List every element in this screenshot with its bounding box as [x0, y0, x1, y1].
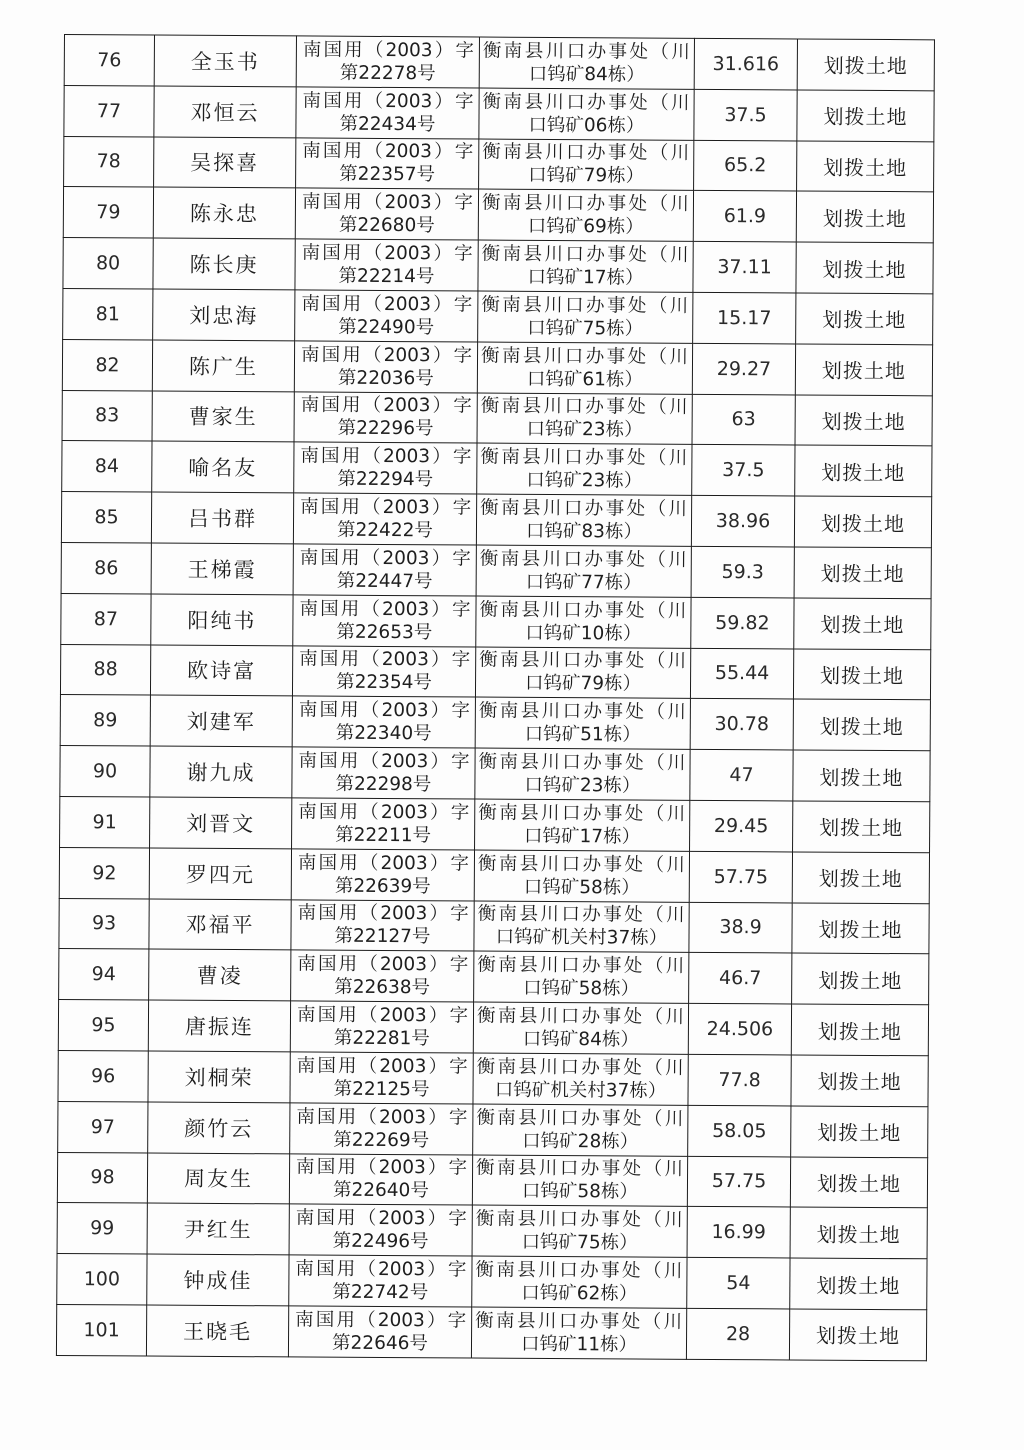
row-number: 100 [57, 1254, 147, 1305]
address-cell [478, 291, 693, 343]
address-line2: 口钨矿06栋） [528, 114, 645, 137]
certificate-number-cell [295, 188, 478, 240]
certificate-number-line1: 南国用（2003）字 [300, 394, 472, 417]
address-line1: 衡南县川口办事处（川 [478, 802, 686, 825]
land-area: 57.75 [687, 1156, 790, 1207]
table-body [56, 35, 934, 1361]
land-area: 46.7 [689, 953, 792, 1004]
certificate-number-line2: 第22281号 [333, 1027, 430, 1050]
land-area: 59.3 [691, 546, 794, 597]
certificate-number-line2: 第22340号 [335, 722, 432, 745]
owner-name: 周友生 [147, 1153, 289, 1205]
land-area: 16.99 [687, 1207, 790, 1258]
land-area: 77.8 [688, 1054, 791, 1105]
row-number: 76 [64, 35, 154, 86]
certificate-number-cell [295, 290, 478, 342]
address-cell [479, 37, 694, 89]
address-line2: 口钨矿58栋） [523, 978, 640, 1000]
row-number: 82 [62, 339, 152, 390]
land-registry-table [56, 34, 935, 1361]
certificate-number-line2: 第22211号 [335, 824, 432, 847]
owner-name: 邓福平 [149, 899, 291, 951]
address-cell [476, 596, 691, 648]
address-cell [479, 88, 694, 140]
row-number: 89 [60, 695, 150, 746]
certificate-number-line2: 第22422号 [336, 519, 433, 542]
row-number: 101 [56, 1304, 146, 1355]
table-row [60, 796, 930, 852]
land-use-type: 划拨土地 [790, 1156, 927, 1208]
certificate-number-line2: 第22294号 [337, 468, 434, 491]
address-line2: 口钨矿17栋） [524, 825, 641, 848]
certificate-number-cell [293, 493, 476, 545]
table-row [63, 288, 933, 344]
row-number: 84 [62, 441, 152, 492]
certificate-number-line2: 第22214号 [338, 265, 435, 288]
address-line1: 衡南县川口办事处（川 [476, 1056, 684, 1079]
address-line2: 口钨矿75栋） [527, 317, 644, 340]
owner-name: 唐振连 [148, 1000, 290, 1052]
address-line1: 衡南县川口办事处（川 [482, 142, 690, 165]
certificate-number-line2: 第22357号 [339, 164, 436, 186]
land-use-type: 划拨土地 [797, 90, 934, 142]
address-cell [478, 189, 693, 241]
address-line2: 口钨矿23栋） [526, 419, 643, 442]
certificate-number-cell [295, 239, 478, 291]
certificate-number-line1: 南国用（2003）字 [296, 1156, 468, 1179]
address-cell [474, 901, 689, 953]
certificate-number-cell [289, 1255, 472, 1307]
row-number: 90 [60, 746, 150, 797]
land-use-type: 划拨土地 [796, 293, 933, 345]
certificate-number-cell [294, 391, 477, 443]
row-number: 81 [63, 288, 153, 339]
owner-name: 全玉书 [154, 35, 296, 87]
land-use-type: 划拨土地 [791, 1106, 928, 1158]
address-cell [472, 1205, 687, 1257]
address-line2: 口钨矿58栋） [521, 1181, 639, 1203]
land-area: 59.82 [691, 597, 794, 648]
address-line2: 口钨矿28栋） [522, 1130, 639, 1153]
land-area: 24.506 [688, 1003, 791, 1054]
table-row [63, 238, 933, 294]
land-use-type: 划拨土地 [790, 1258, 927, 1310]
table-row [64, 85, 934, 141]
address-cell [476, 545, 691, 597]
address-line1: 衡南县川口办事处（川 [481, 294, 689, 317]
table-row [59, 949, 929, 1005]
land-use-type: 划拨土地 [794, 547, 931, 599]
certificate-number-cell [296, 87, 479, 139]
owner-name: 尹红生 [147, 1203, 289, 1255]
address-cell [479, 139, 694, 191]
address-cell [475, 799, 690, 851]
owner-name: 喻名友 [152, 441, 294, 493]
address-cell [473, 1104, 688, 1156]
address-line1: 衡南县川口办事处（川 [479, 599, 687, 622]
land-use-type: 划拨土地 [789, 1309, 926, 1361]
certificate-number-cell [292, 645, 475, 697]
land-area: 61.9 [693, 191, 796, 242]
certificate-number-line2: 第22269号 [333, 1129, 430, 1151]
owner-name: 刘忠海 [153, 289, 295, 341]
certificate-number-cell [293, 595, 476, 647]
row-number: 92 [59, 847, 149, 898]
land-area: 63 [692, 394, 795, 445]
owner-name: 陈长庚 [153, 238, 295, 290]
row-number: 87 [61, 593, 151, 644]
certificate-number-line1: 南国用（2003）字 [296, 1106, 468, 1129]
land-area: 37.5 [694, 89, 797, 140]
land-use-type: 划拨土地 [793, 750, 930, 802]
land-use-type: 划拨土地 [795, 344, 932, 396]
owner-name: 陈永忠 [153, 187, 295, 239]
certificate-number-cell [296, 138, 479, 190]
row-number: 94 [59, 949, 149, 1000]
address-line2: 口钨矿69栋） [527, 216, 644, 238]
land-area: 37.11 [693, 242, 796, 293]
address-line2: 口钨矿17栋） [527, 266, 644, 289]
certificate-number-line1: 南国用（2003）字 [300, 445, 472, 468]
row-number: 99 [57, 1203, 147, 1254]
row-number: 98 [57, 1152, 147, 1203]
address-line1: 衡南县川口办事处（川 [480, 446, 688, 470]
land-area: 38.96 [691, 496, 794, 547]
owner-name: 刘晋文 [150, 797, 292, 849]
certificate-number-line1: 南国用（2003）字 [301, 293, 473, 316]
address-line2: 口钨矿77栋） [525, 571, 642, 594]
owner-name: 陈广生 [152, 340, 294, 392]
certificate-number-line2: 第22646号 [332, 1332, 428, 1355]
certificate-number-cell [291, 899, 474, 951]
certificate-number-line2: 第22653号 [336, 621, 433, 643]
certificate-number-cell [289, 1153, 472, 1205]
table-row [59, 898, 929, 954]
land-use-type: 划拨土地 [796, 191, 933, 243]
certificate-number-line1: 南国用（2003）字 [297, 902, 469, 925]
land-area: 37.5 [692, 445, 795, 496]
land-use-type: 划拨土地 [793, 649, 930, 701]
owner-name: 曹家生 [152, 391, 294, 443]
certificate-number-cell [289, 1204, 472, 1256]
land-use-type: 划拨土地 [794, 598, 931, 650]
certificate-number-line1: 南国用（2003）字 [299, 598, 471, 621]
table-row [59, 847, 929, 903]
land-use-type: 划拨土地 [791, 1004, 928, 1056]
certificate-number-line2: 第22298号 [335, 773, 432, 796]
owner-name: 邓恒云 [154, 86, 296, 138]
table-row [64, 35, 934, 91]
land-use-type: 划拨土地 [792, 953, 929, 1005]
certificate-number-line2: 第22278号 [339, 62, 436, 85]
address-cell [477, 342, 692, 394]
address-cell [475, 748, 690, 800]
row-number: 79 [63, 187, 153, 238]
address-line1: 衡南县川口办事处（川 [476, 1107, 684, 1130]
address-line2: 口钨矿机关村37栋） [495, 927, 668, 950]
certificate-number-cell [288, 1306, 471, 1358]
address-line1: 衡南县川口办事处（川 [481, 243, 689, 266]
table-row [62, 339, 932, 395]
address-line2: 口钨矿84栋） [522, 1028, 639, 1051]
address-line2: 口钨矿79栋） [524, 673, 642, 695]
certificate-number-line1: 南国用（2003）字 [299, 547, 471, 570]
table-row [62, 390, 932, 446]
table-row [56, 1304, 926, 1360]
owner-name: 王晓毛 [146, 1305, 288, 1357]
owner-name: 刘建军 [150, 695, 292, 747]
land-use-type: 划拨土地 [791, 1055, 928, 1107]
certificate-number-line1: 南国用（2003）字 [297, 852, 470, 875]
address-line1: 衡南县川口办事处（川 [482, 40, 690, 63]
address-cell [472, 1155, 687, 1207]
owner-name: 吕书群 [151, 492, 293, 544]
certificate-number-line1: 南国用（2003）字 [298, 699, 470, 722]
land-use-type: 划拨土地 [793, 801, 930, 853]
certificate-number-line2: 第22742号 [332, 1281, 429, 1304]
address-line2: 口钨矿83栋） [525, 520, 643, 543]
address-line1: 衡南县川口办事处（川 [478, 700, 686, 724]
land-use-type: 划拨土地 [794, 496, 931, 548]
certificate-number-cell [290, 1052, 473, 1104]
owner-name: 颜竹云 [148, 1102, 290, 1154]
address-line1: 衡南县川口办事处（川 [475, 1310, 683, 1333]
address-line1: 衡南县川口办事处（川 [480, 497, 688, 520]
address-line1: 衡南县川口办事处（川 [480, 345, 689, 368]
row-number: 85 [61, 492, 151, 543]
owner-name: 王梯霞 [151, 543, 293, 595]
address-cell [474, 850, 689, 902]
certificate-number-line1: 南国用（2003）字 [302, 39, 474, 62]
table-row [57, 1254, 927, 1310]
certificate-number-cell [291, 849, 474, 901]
address-line2: 口钨矿11栋） [520, 1333, 638, 1356]
certificate-number-line1: 南国用（2003）字 [295, 1207, 467, 1230]
land-use-type: 划拨土地 [793, 699, 930, 751]
certificate-number-line2: 第22639号 [334, 875, 431, 897]
table-row [61, 593, 931, 649]
address-cell [472, 1256, 687, 1308]
row-number: 95 [58, 1000, 148, 1051]
address-line1: 衡南县川口办事处（川 [482, 91, 690, 114]
row-number: 97 [58, 1101, 148, 1152]
table-row [63, 187, 933, 243]
certificate-number-line2: 第22036号 [337, 367, 434, 389]
address-line2: 口钨矿61栋） [526, 368, 643, 391]
certificate-number-line1: 南国用（2003）字 [296, 1055, 468, 1078]
row-number: 88 [60, 644, 150, 695]
certificate-number-cell [292, 696, 475, 748]
address-line1: 衡南县川口办事处（川 [477, 853, 685, 876]
certificate-number-line1: 南国用（2003）字 [300, 496, 472, 519]
certificate-number-cell [290, 1001, 473, 1053]
certificate-number-cell [291, 950, 474, 1002]
certificate-number-line1: 南国用（2003）字 [298, 801, 470, 824]
table-row [64, 136, 934, 192]
table-row [58, 1050, 928, 1106]
row-number: 80 [63, 238, 153, 289]
certificate-number-line1: 南国用（2003）字 [297, 953, 469, 976]
certificate-number-cell [293, 544, 476, 596]
address-line1: 衡南县川口办事处（川 [479, 650, 687, 673]
land-area: 57.75 [689, 851, 792, 902]
land-use-type: 划拨土地 [792, 903, 929, 955]
certificate-number-line1: 南国用（2003）字 [301, 191, 474, 214]
row-number: 86 [61, 542, 151, 593]
land-area: 29.45 [690, 800, 793, 851]
address-line2: 口钨矿51栋） [524, 724, 641, 746]
address-line2: 口钨矿75栋） [521, 1232, 638, 1254]
land-area: 47 [690, 749, 793, 800]
table-row [57, 1203, 927, 1259]
owner-name: 欧诗富 [150, 645, 292, 697]
certificate-number-line1: 南国用（2003）字 [295, 1309, 467, 1332]
certificate-number-line2: 第22680号 [338, 214, 435, 237]
land-area: 29.27 [692, 343, 795, 394]
address-line1: 衡南县川口办事处（川 [475, 1259, 683, 1282]
address-cell [475, 647, 690, 699]
table-row [60, 695, 930, 751]
address-line2: 口钨矿23栋） [526, 470, 643, 492]
address-line2: 口钨矿58栋） [523, 876, 640, 899]
table-row [60, 644, 930, 700]
row-number: 91 [60, 796, 150, 847]
address-line1: 衡南县川口办事处（川 [477, 954, 685, 978]
table-row [61, 542, 931, 598]
table-row [58, 1000, 928, 1056]
table-row [58, 1101, 928, 1157]
row-number: 83 [62, 390, 152, 441]
owner-name: 罗四元 [149, 848, 291, 900]
certificate-number-line2: 第22127号 [334, 926, 431, 948]
certificate-number-line2: 第22490号 [338, 316, 435, 339]
table-row [57, 1152, 927, 1208]
address-line2: 口钨矿79栋） [528, 165, 645, 188]
certificate-number-cell [292, 798, 475, 850]
address-cell [478, 240, 693, 292]
certificate-number-line1: 南国用（2003）字 [295, 1258, 467, 1281]
land-area: 30.78 [690, 699, 793, 750]
address-cell [471, 1307, 686, 1359]
address-line1: 衡南县川口办事处（川 [476, 1005, 685, 1028]
certificate-number-cell [292, 747, 475, 799]
land-area: 15.17 [693, 292, 796, 343]
land-use-type: 划拨土地 [797, 141, 934, 193]
certificate-number-line2: 第22447号 [336, 570, 433, 593]
certificate-number-line2: 第22638号 [334, 976, 431, 999]
land-use-type: 划拨土地 [795, 395, 932, 447]
address-line1: 衡南县川口办事处（川 [479, 548, 687, 571]
certificate-number-line1: 南国用（2003）字 [300, 344, 473, 367]
table-row [61, 492, 931, 548]
certificate-number-line1: 南国用（2003）字 [302, 140, 474, 163]
land-area: 31.616 [694, 38, 797, 89]
owner-name: 阳纯书 [151, 594, 293, 646]
certificate-number-cell [294, 341, 477, 393]
address-line1: 衡南县川口办事处（川 [480, 396, 688, 419]
land-use-type: 划拨土地 [792, 852, 929, 904]
certificate-number-line2: 第22496号 [332, 1230, 429, 1253]
land-area: 55.44 [690, 648, 793, 699]
address-line1: 衡南县川口办事处（川 [481, 192, 690, 216]
address-cell [473, 1002, 688, 1054]
land-use-type: 划拨土地 [797, 39, 934, 91]
certificate-number-cell [294, 442, 477, 494]
address-line2: 口钨矿10栋） [525, 622, 642, 645]
address-cell [477, 443, 692, 495]
certificate-number-line2: 第22125号 [333, 1078, 430, 1101]
address-line1: 衡南县川口办事处（川 [478, 751, 686, 774]
land-use-type: 划拨土地 [795, 445, 932, 497]
address-line1: 衡南县川口办事处（川 [476, 1157, 684, 1181]
row-number: 96 [58, 1050, 148, 1101]
land-area: 65.2 [694, 140, 797, 191]
land-area: 54 [687, 1257, 790, 1308]
land-use-type: 划拨土地 [790, 1207, 927, 1259]
certificate-number-cell [290, 1103, 473, 1155]
row-number: 77 [64, 85, 154, 136]
table-row [60, 746, 930, 802]
address-cell [476, 494, 691, 546]
address-line2: 口钨矿23栋） [524, 774, 641, 797]
address-line2: 口钨矿62栋） [521, 1282, 638, 1305]
address-line1: 衡南县川口办事处（川 [475, 1208, 683, 1232]
certificate-number-line2: 第22296号 [337, 418, 434, 440]
row-number: 93 [59, 898, 149, 949]
land-use-type: 划拨土地 [796, 242, 933, 294]
address-line2: 口钨矿84栋） [528, 63, 645, 86]
address-line2: 口钨矿机关村37栋） [494, 1079, 667, 1102]
certificate-number-line2: 第22640号 [332, 1180, 429, 1202]
address-cell [475, 697, 690, 749]
land-area: 28 [686, 1308, 789, 1359]
certificate-number-line2: 第22434号 [339, 113, 436, 135]
row-number: 78 [64, 136, 154, 187]
address-cell [477, 393, 692, 445]
certificate-number-line1: 南国用（2003）字 [299, 648, 471, 671]
certificate-number-line2: 第22354号 [336, 672, 433, 694]
owner-name: 曹凌 [149, 949, 291, 1001]
owner-name: 刘桐荣 [148, 1051, 290, 1103]
certificate-number-line1: 南国用（2003）字 [296, 1004, 469, 1027]
owner-name: 钟成佳 [147, 1254, 289, 1306]
address-cell [474, 951, 689, 1003]
address-cell [473, 1053, 688, 1105]
certificate-number-line1: 南国用（2003）字 [298, 750, 470, 773]
land-area: 58.05 [688, 1105, 791, 1156]
owner-name: 谢九成 [150, 746, 292, 798]
address-line1: 衡南县川口办事处（川 [477, 903, 685, 927]
table-row [62, 441, 932, 497]
owner-name: 吴探喜 [154, 137, 296, 189]
certificate-number-cell [296, 36, 479, 88]
certificate-number-line1: 南国用（2003）字 [302, 90, 474, 113]
land-area: 38.9 [689, 902, 792, 953]
certificate-number-line1: 南国用（2003）字 [301, 242, 473, 265]
